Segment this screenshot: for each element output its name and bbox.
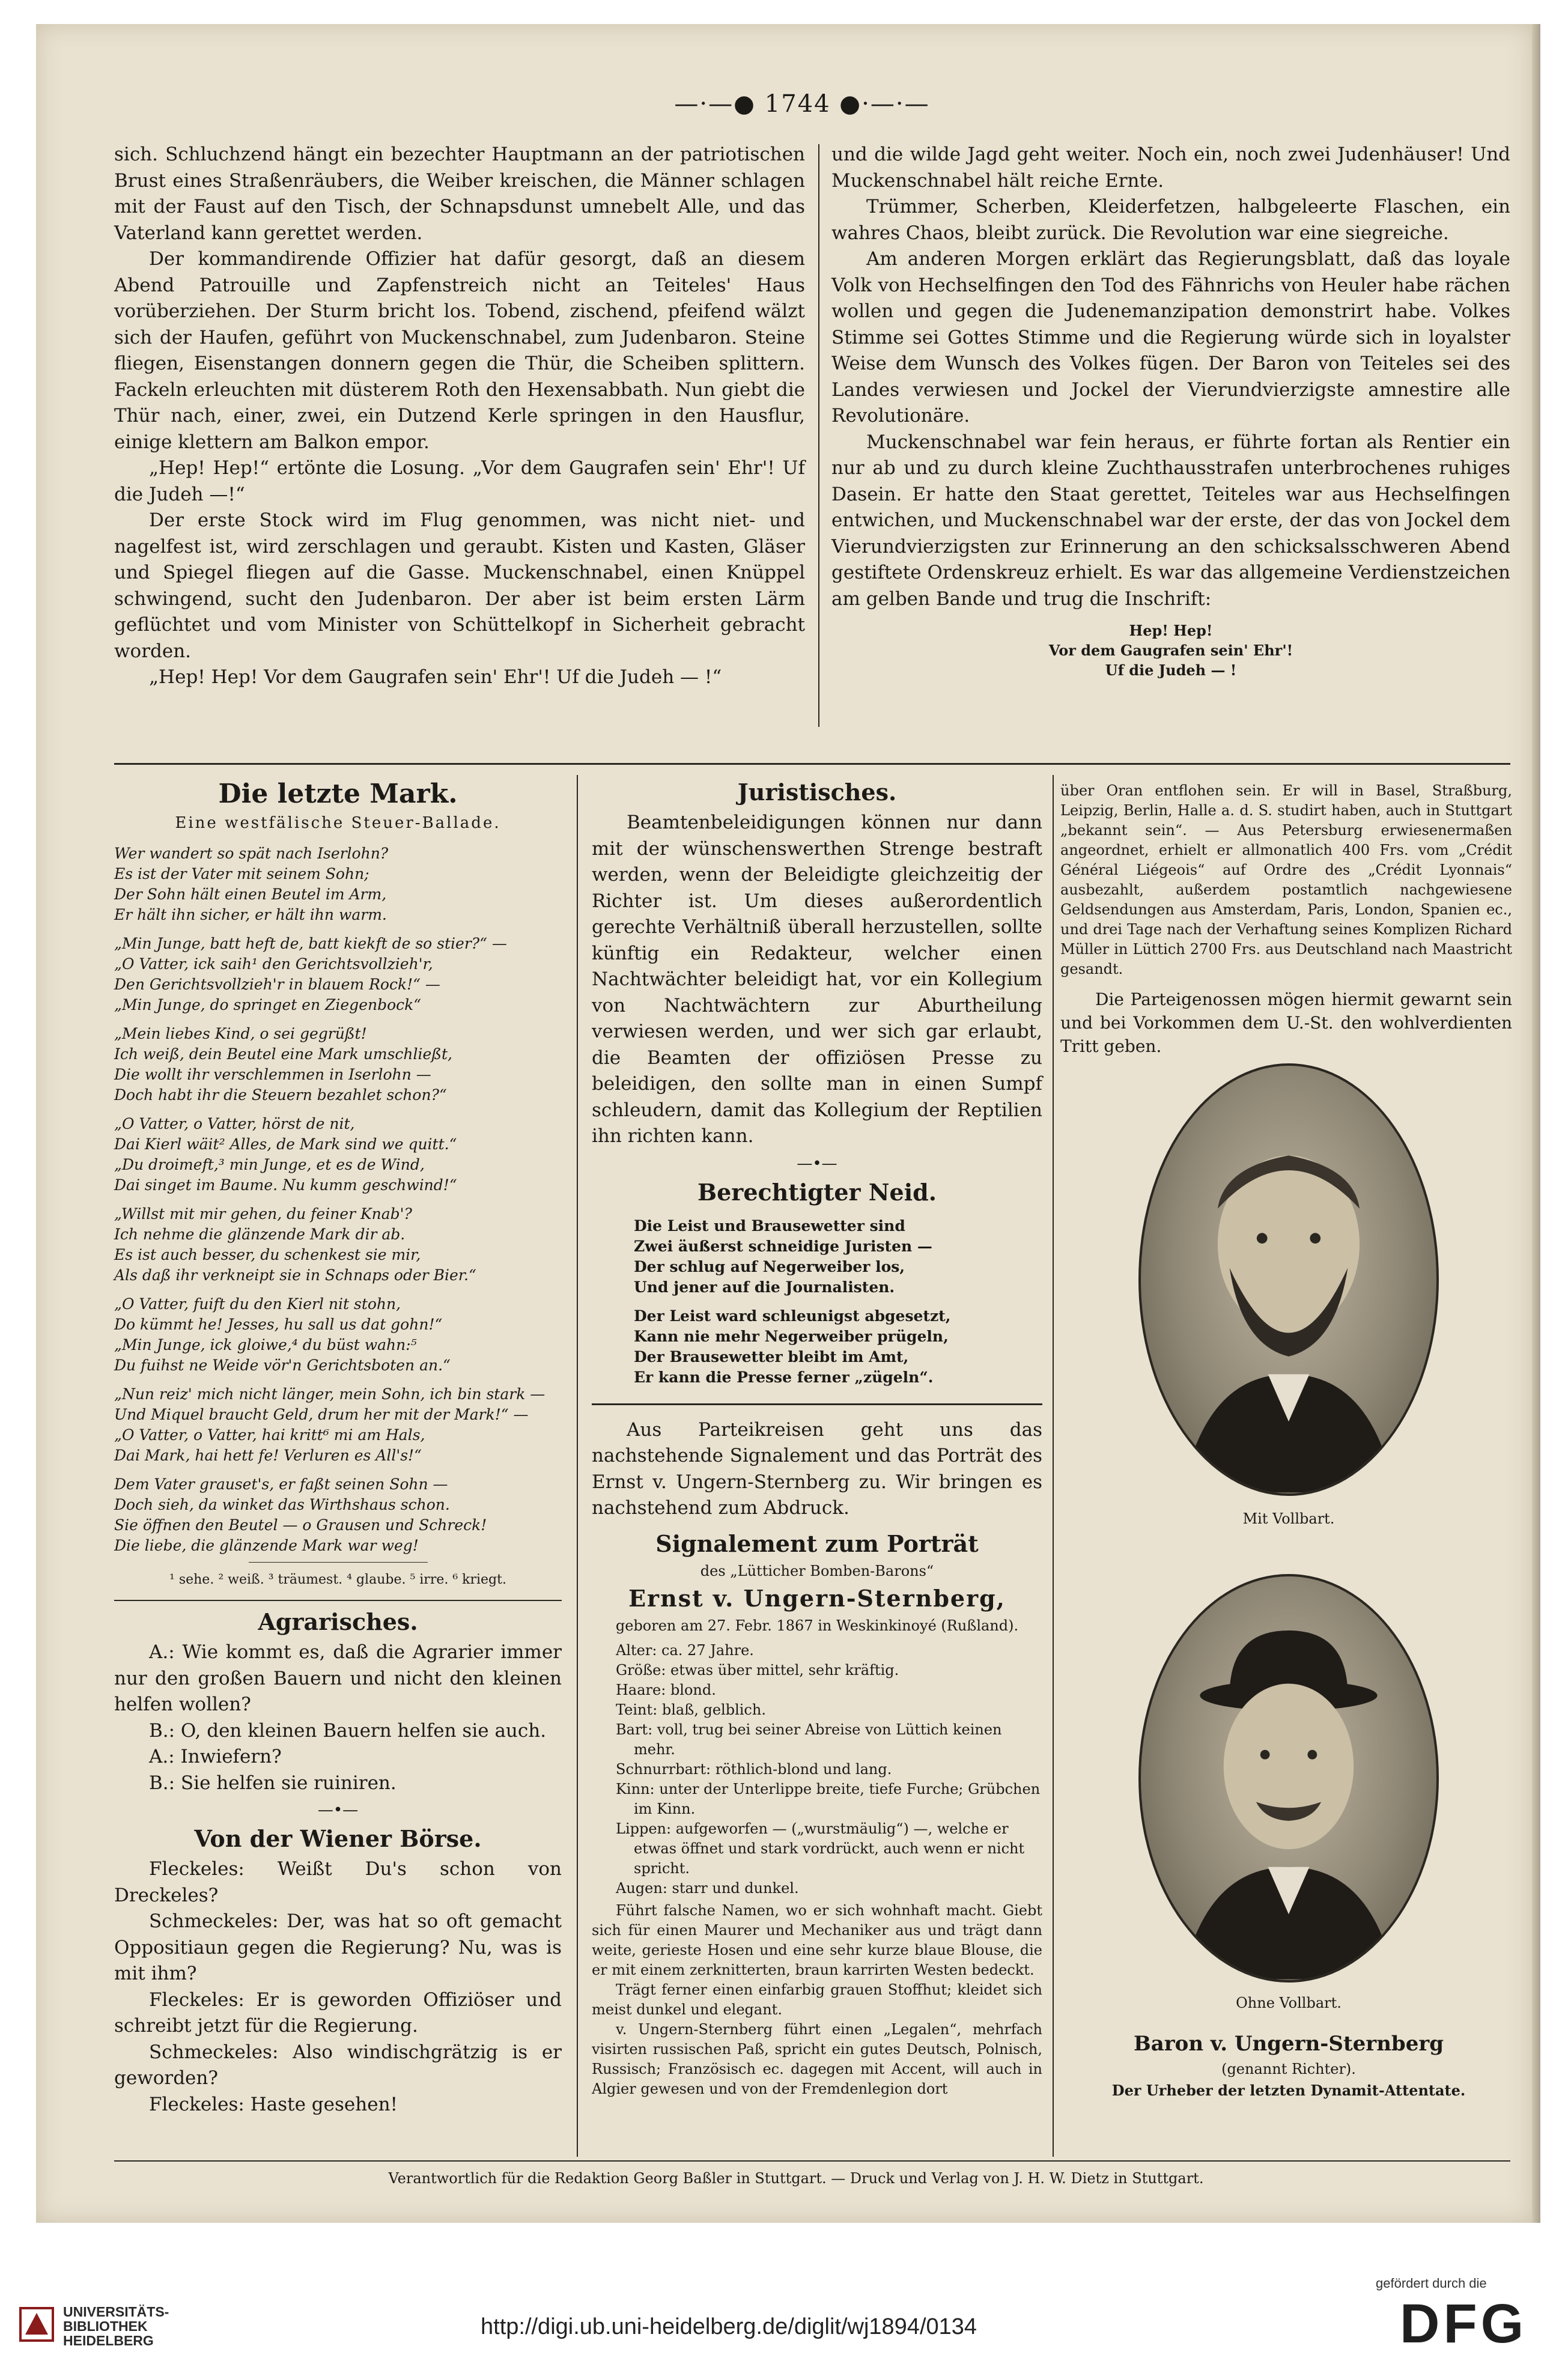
footnote-rule — [249, 1562, 428, 1563]
caption-with-beard: Mit Vollbart. — [1242, 1510, 1335, 1527]
baron-description: Der Urheber der letzten Dynamit-Attentate. — [1111, 2082, 1466, 2099]
dialogue-line: B.: O, den kleinen Bauern helfen sie auch. — [149, 1719, 547, 1742]
paragraph: Muckenschnabel war fein heraus, er führte fortan als Rentier ein nur ab und zu durch kleine Zuchthausstrafen unterbrochenes ruhiges Dasein. Er hatte den Staat gerettet, Teiteles war aus Hechselfingen entwichen, und Muckenschnabel war der erste, der das von Jockel dem Vierundvierzigsten zur Erinnerung an den schicksalsschweren Abend gestiftete Ordenskreuz erhielt. Es war das allgemeine Verdienstzeichen am gelben Bande und trug die Inschrift: — [831, 431, 1510, 610]
university-seal-icon — [18, 2306, 55, 2343]
section-rule — [114, 763, 1510, 765]
mark-footnote: ¹ sehe. ² weiß. ³ träumest. ⁴ glaube. ⁵ irre. ⁶ kriegt. — [169, 1572, 506, 1587]
dfg-caption: gefördert durch die — [1376, 2276, 1487, 2291]
paragraph: „Hep! Hep! Vor dem Gaugrafen sein' Ehr'! Uf die Judeh — !“ — [149, 666, 722, 688]
imprint: Verantwortlich für die Redaktion Georg Baßler in Stuttgart. — Druck und Verlag von J. H. W. Dietz in Stuttgart. — [388, 2170, 1204, 2187]
page-number: —·—● 1744 ●·—·— — [674, 90, 930, 118]
stanza: „Min Junge, batt heft de, batt kiekft de so stier?“ — „O Vatter, ick saih¹ den Gerichtsvollzieh'r, Den Gerichtsvollzieh'r in blauem Rock!“ — „Min Junge, do springet en Ziegenbock“ — [114, 935, 507, 1013]
signal-entries — [592, 1641, 1042, 1898]
mark-ballad — [114, 843, 562, 1556]
paragraph: v. Ungern-Sternberg führt einen „Legalen“, mehrfach visirten russischen Paß, spricht ein gutes Deutsch, Polnisch, Russisch; Französisch ec. dagegen mit Accent, will auch in Algier gewesen und von der Fremdenlegion dort — [592, 2020, 1042, 2097]
paragraph: „Hep! Hep!“ ertönte die Losung. „Vor dem Gaugrafen sein' Ehr'! Uf die Judeh —!“ — [114, 457, 805, 505]
top-left-column — [114, 142, 805, 691]
column-divider — [818, 144, 819, 727]
portrait-with-beard — [1138, 1063, 1439, 1496]
inscription: Hep! Hep! Vor dem Gaugrafen sein' Ehr'! Uf die Judeh — ! — [1048, 622, 1293, 679]
paragraph: Aus Parteikreisen geht uns das nachstehende Signalement und das Porträt des Ernst v. Ungern-Sternberg zu. Wir bringen es nachstehend zum Abdruck. — [592, 1418, 1042, 1519]
source-url-link[interactable]: http://digi.ub.uni-heidelberg.de/diglit/wj1894/0134 — [481, 2314, 977, 2339]
dialogue-line: Fleckeles: Haste gesehen! — [149, 2093, 398, 2115]
signal-entry: Haare: blond. — [616, 1681, 716, 1698]
signal-name: Ernst v. Ungern-Sternberg, — [628, 1584, 1006, 1612]
top-right-column — [831, 142, 1510, 680]
neid-title: Berechtigter Neid. — [697, 1178, 937, 1206]
baron-name: Baron v. Ungern-Sternberg — [1133, 2032, 1444, 2056]
dialogue-line: Schmeckeles: Also windischgrätzig is er geworden? — [114, 2041, 562, 2089]
column-divider — [577, 775, 578, 2157]
rule — [592, 1403, 1042, 1405]
dialogue-line: B.: Sie helfen sie ruiniren. — [149, 1772, 397, 1794]
signal-entry: Kinn: unter der Unterlippe breite, tiefe Furche; Grübchen im Kinn. — [616, 1780, 1041, 1817]
stanza: „O Vatter, fuift du den Kierl nit stohn, Do kümmt he! Jesses, hu sall us dat gohn!“ „Min Junge, ick gloiwe,⁴ du büst wahn:⁵ Du fuihst ne Weide vör'n Gerichtsboten an.“ — [114, 1295, 451, 1374]
paragraph: Trägt ferner einen einfarbig grauen Stoffhut; kleidet sich meist dunkel und elegant. — [592, 1981, 1042, 2018]
stanza: Die Leist und Brausewetter sind Zwei äußerst schneidige Juristen — Der schlug auf Negerweiber los, Und jener auf die Journalisten. — [634, 1217, 932, 1296]
portrait-without-beard-illustration — [1141, 1576, 1436, 1980]
stanza: „Willst mit mir gehen, du feiner Knab'? Ich nehme die glänzende Mark dir ab. Es ist auch besser, du schenkest sie mir, Als daß ihr verkneipt sie in Schnaps oder Bier.“ — [114, 1205, 476, 1284]
signal-entry: Schnurrbart: röthlich-blond und lang. — [616, 1760, 892, 1778]
paragraph: Am anderen Morgen erklärt das Regierungsblatt, daß das loyale Volk von Hechselfingen den Tod des Fähnrichs von Heuler habe rächen wollen und gegen die Judenemanzipation demonstrirt habe. Volkes Stimme sei Gottes Stimme und die Regierung würde sich in loyalster Weise dem Wunsch des Volkes fügen. Der Baron von Teiteles sei des Landes verwiesen und Jockel der Vierundvierzigste amnestire alle Revolutionäre. — [831, 248, 1510, 427]
signal-subtitle: des „Lütticher Bomben-Barons“ — [700, 1562, 934, 1579]
agrar-title: Agrarisches. — [258, 1608, 418, 1635]
signal-entry: Größe: etwas über mittel, sehr kräftig. — [616, 1661, 899, 1679]
stanza: Dem Vater grauset's, er faßt seinen Sohn — Doch sieh, da winket das Wirthshaus schon. Sie öffnen den Beutel — o Grausen und Schreck! Die liebe, die glänzende Mark war weg! — [114, 1475, 487, 1554]
paragraph: sich. Schluchzend hängt ein bezechter Hauptmann an der patriotischen Brust eines Straßenräubers, die Weiber kreischen, die Männer schlagen mit der Faust auf den Tisch, der Schnapsdunst umnebelt Alle, und das Vaterland kann gerettet werden. — [114, 144, 805, 244]
portrait-with-beard-illustration — [1141, 1066, 1436, 1494]
signal-born: geboren am 27. Febr. 1867 in Weskinkinoyé (Rußland). — [615, 1617, 1019, 1634]
signal-entry: Bart: voll, trug bei seiner Abreise von Lüttich keinen mehr. — [616, 1721, 1002, 1758]
neid-poem — [592, 1216, 1042, 1388]
column-2 — [592, 775, 1042, 2099]
dialogue-line: Fleckeles: Er is geworden Offiziöser und schreibt jetzt für die Regierung. — [114, 1989, 562, 2037]
signal-entry: Augen: starr und dunkel. — [616, 1879, 799, 1897]
dialogue-line: Fleckeles: Weißt Du's schon von Dreckeles? — [114, 1858, 562, 1906]
baron-alias: (genannt Richter). — [1221, 2061, 1356, 2077]
portrait-without-beard — [1138, 1574, 1439, 1983]
jur-title: Juristisches. — [737, 779, 897, 806]
column-3 — [1060, 781, 1512, 1058]
column-divider — [1053, 775, 1054, 2157]
paragraph: Die Parteigenossen mögen hiermit gewarnt sein und bei Vorkommen dem U.-St. den wohlverdienten Tritt geben. — [1060, 989, 1512, 1056]
boerse-title: Von der Wiener Börse. — [194, 1825, 482, 1852]
signal-entry: Lippen: aufgeworfen — („wurstmäulig“) —, welche er etwas öffnet und stark vordrückt, auch wenn er nicht spricht. — [616, 1820, 1025, 1877]
rule — [114, 1600, 562, 1601]
bottom-rule — [114, 2160, 1510, 2162]
signal-title: Signalement zum Porträt — [655, 1530, 979, 1557]
separator-ornament: —•— — [797, 1154, 837, 1173]
paragraph: Der erste Stock wird im Flug genommen, was nicht niet- und nagelfest ist, wird zerschlagen und geraubt. Kisten und Kasten, Gläser und Spiegel fliegen auf die Gasse. Muckenschnabel, einen Knüppel schwingend, sucht den Judenbaron. Der aber ist beim ersten Lärm geflüchtet und vom Minister von Schüttelkopf in Sicherheit gebracht worden. — [114, 509, 805, 662]
mark-title: Die letzte Mark. — [218, 779, 458, 809]
paragraph: über Oran entflohen sein. Er will in Basel, Straßburg, Leipzig, Berlin, Halle a. d. S. studirt haben, auch in Stuttgart „bekannt sein“. — Aus Petersburg erwiesenermaßen angeordnet, erhielt er allmonatlich 400 Frs. vom „Crédit Général Liégeois“ auf Ordre des „Crédit Lyonnais“ ausbezahlt, außerdem postamtlich nachgewiesene Geldsendungen aus Amsterdam, Paris, London, Spanien ec., und drei Tage nach der Verhaftung seines Komplizen Richard Müller in Lüttich 2700 Frs. aus Deutschland nach Maastricht gesandt. — [1060, 782, 1512, 977]
dialogue-line: Schmeckeles: Der, was hat so oft gemacht Oppositiaun gegen die Regierung? Nu, was is mit ihm? — [114, 1910, 562, 1984]
paragraph: Beamtenbeleidigungen können nur dann mit der wünschenswerthen Strenge bestraft werden, wenn der Beleidigte gleichzeitig der Richter ist. Um dieses außerordentlich gerechte Verhältniß überall herzustellen, sollte künftig ein Redakteur, welcher einen Nachtwächter beleidigt hat, vor ein Kollegium von Nachtwächtern zur Aburtheilung verwiesen werden, und wer sich gar erlaubt, die Beamten der offiziösen Presse zu beleidigen, den sollte man in einen Sumpf schleudern, damit das Kollegium der Reptilien ihn richten kann. — [592, 812, 1042, 1147]
signal-entry: Teint: blaß, gelblich. — [616, 1701, 766, 1718]
column-1 — [114, 775, 562, 2118]
stanza: „O Vatter, o Vatter, hörst de nit, Dai Kierl wäit² Alles, de Mark sind we quitt.“ „Du droimeft,³ min Junge, et es de Wind, Dai singet im Baume. Nu kumm geschwind!“ — [114, 1115, 457, 1194]
stanza: „Mein liebes Kind, o sei gegrüßt! Ich weiß, dein Beutel eine Mark umschließt, Die wollt ihr verschlemmen in Iserlohn — Doch habt ihr die Steuern bezahlet schon?“ — [114, 1025, 453, 1104]
signal-entry: Alter: ca. 27 Jahre. — [616, 1641, 754, 1659]
stanza: Wer wandert so spät nach Iserlohn? Es ist der Vater mit seinem Sohn; Der Sohn hält einen Beutel im Arm, Er hält ihn sicher, er hält ihn warm. — [114, 845, 389, 923]
separator-ornament: —•— — [317, 1801, 359, 1819]
mark-subtitle: Eine westfälische Steuer-Ballade. — [175, 814, 501, 832]
paragraph: und die wilde Jagd geht weiter. Noch ein, noch zwei Judenhäuser! Und Muckenschnabel hält reiche Ernte. — [831, 144, 1510, 192]
dialogue-line: A.: Inwiefern? — [149, 1746, 282, 1767]
dfg-logo: DFG — [1400, 2293, 1528, 2354]
stanza: „Nun reiz' mich nicht länger, mein Sohn, ich bin stark — Und Miquel braucht Geld, drum her mit der Mark!“ — „O Vatter, o Vatter, hai kritt⁶ mi am Hals, Dai Mark, hai hett fe! Verluren es All's!“ — [114, 1385, 545, 1464]
paragraph: Trümmer, Scherben, Kleiderfetzen, halbgeleerte Flaschen, ein wahres Chaos, bleibt zurück. Die Revolution war eine siegreiche. — [831, 196, 1510, 244]
caption-without-beard: Ohne Vollbart. — [1236, 1995, 1342, 2011]
stanza: Der Leist ward schleunigst abgesetzt, Kann nie mehr Negerweiber prügeln, Der Brausewetter bleibt im Amt, Er kann die Presse ferner „zügeln“. — [634, 1307, 951, 1386]
paragraph: Der kommandirende Offizier hat dafür gesorgt, daß an diesem Abend Patrouille und Zapfenstreich nicht an Teiteles' Haus vorüberziehen. Der Sturm bricht los. Tobend, zischend, pfeifend wälzt sich der Haufen, geführt von Muckenschnabel, zum Judenbaron. Steine fliegen, Eisenstangen donnern gegen die Thür, die Scheiben splittern. Fackeln erleuchten mit düsterem Roth den Hexensabbath. Nun giebt die Thür nach, einer, zwei, ein Dutzend Kerle springen in den Hausflur, einige klettern am Balkon empor. — [114, 248, 805, 453]
dialogue-line: A.: Wie kommt es, daß die Agrarier immer nur den großen Bauern und nicht den kleinen helfen wollen? — [114, 1641, 562, 1715]
university-library-label: UNIVERSITÄTS- BIBLIOTHEK HEIDELBERG — [63, 2304, 169, 2348]
paragraph: Führt falsche Namen, wo er sich wohnhaft macht. Giebt sich für einen Maurer und Mechaniker aus und trägt dann weite, gerieste Hosen und eine sehr kurze blaue Blouse, die er mit einem zerknitterten, braun karrirten Westen bedeckt. — [592, 1901, 1042, 1978]
